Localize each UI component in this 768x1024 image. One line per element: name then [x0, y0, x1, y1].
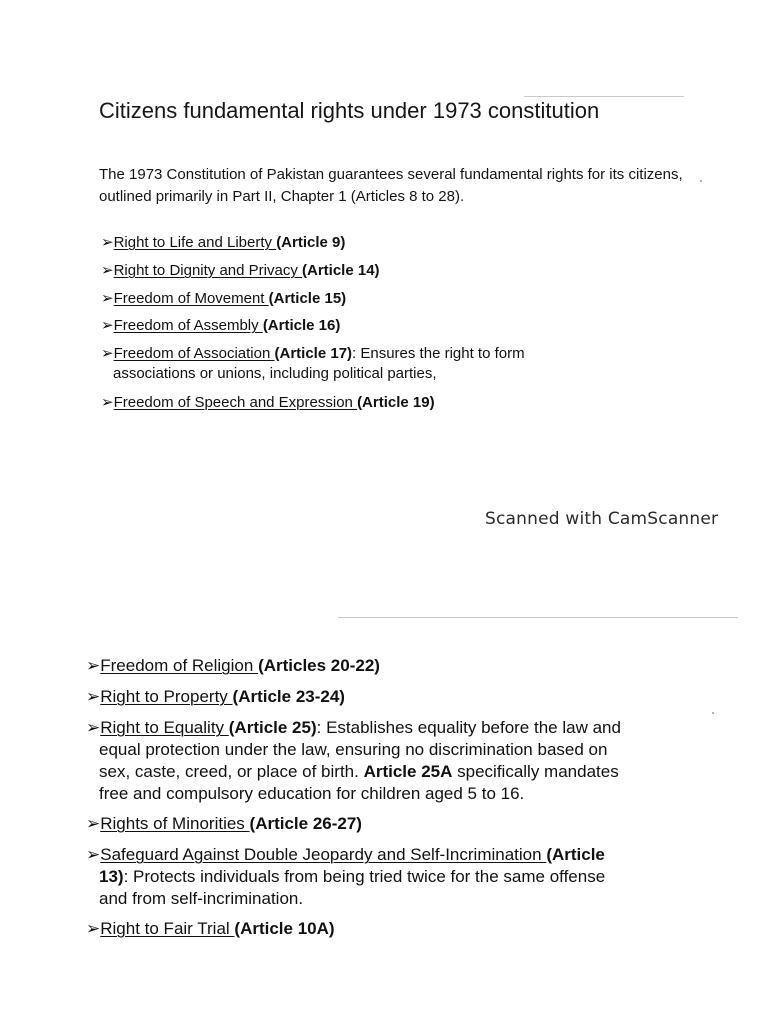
- list-item: [101, 233, 345, 253]
- arrow-bullet-icon: ➢: [101, 290, 114, 307]
- list-item: [86, 918, 335, 940]
- right-name-link[interactable]: Safeguard Against Double Jeopardy and Self-Incrimination: [100, 845, 547, 864]
- right-description: : Establishes equality before the law and: [316, 718, 621, 737]
- list-item: [86, 813, 362, 835]
- article-ref: (Article 23-24): [232, 687, 345, 706]
- article-ref: 13): [99, 867, 124, 886]
- arrow-bullet-icon: ➢: [101, 345, 114, 362]
- article-ref: (Article 25): [228, 718, 317, 737]
- arrow-bullet-icon: ➢: [86, 814, 101, 833]
- right-name-link[interactable]: Right to Dignity and Privacy: [113, 262, 302, 279]
- right-name-link[interactable]: Freedom of Religion: [100, 656, 259, 675]
- article-ref: (Article 10A): [234, 919, 335, 938]
- description-text: sex, caste, creed, or place of birth.: [99, 762, 364, 781]
- list-item: [86, 686, 345, 708]
- right-description-continued: equal protection under the law, ensuring no discrimination based on: [99, 740, 608, 759]
- list-item: [86, 655, 380, 677]
- article-ref: (Article 15): [268, 290, 347, 307]
- article-ref: (Article 14): [302, 262, 380, 279]
- arrow-bullet-icon: ➢: [101, 317, 114, 334]
- right-name-link[interactable]: Right to Life and Liberty: [113, 234, 277, 251]
- description-text: : Protects individuals from being tried twice for the same offense: [123, 867, 606, 886]
- arrow-bullet-icon: ➢: [86, 687, 101, 706]
- arrow-bullet-icon: ➢: [86, 656, 101, 675]
- description-text: specifically mandates: [452, 762, 619, 781]
- article-ref: (Article 16): [262, 317, 341, 334]
- article-ref: (Article 19): [357, 394, 435, 411]
- right-description-continued: free and compulsory education for children aged 5 to 16.: [99, 784, 525, 803]
- right-description: : Ensures the right to form: [352, 345, 525, 362]
- right-name-link[interactable]: Freedom of Association: [113, 345, 275, 362]
- intro-paragraph: The 1973 Constitution of Pakistan guarantees several fundamental rights for its citizens, outlined primarily in Part II, Chapter 1 (Articles 8 to 28).: [99, 166, 683, 205]
- article-ref: (Article 26-27): [249, 814, 362, 833]
- arrow-bullet-icon: ➢: [86, 718, 101, 737]
- article-ref: (Article 9): [276, 234, 346, 251]
- list-item: [101, 393, 435, 413]
- list-item: [101, 316, 340, 336]
- right-name-link[interactable]: Right to Property: [100, 687, 233, 706]
- article-ref: (Article: [546, 845, 605, 864]
- article-ref: (Articles 20-22): [258, 656, 380, 675]
- right-name-link[interactable]: Freedom of Speech and Expression: [113, 394, 358, 411]
- right-name-link[interactable]: Right to Fair Trial: [100, 919, 235, 938]
- list-item: [101, 261, 380, 281]
- arrow-bullet-icon: ➢: [101, 394, 114, 411]
- article-25a-ref: Article 25A: [363, 762, 453, 781]
- arrow-bullet-icon: ➢: [101, 234, 114, 251]
- scan-speck: [712, 712, 714, 714]
- list-item: [101, 344, 525, 384]
- list-item: [86, 717, 621, 805]
- right-description-continued: [86, 866, 605, 888]
- right-name-link[interactable]: Rights of Minorities: [100, 814, 250, 833]
- list-item: [101, 289, 346, 309]
- right-name-link[interactable]: Freedom of Assembly: [113, 317, 263, 334]
- arrow-bullet-icon: ➢: [86, 845, 101, 864]
- camscanner-watermark: Scanned with CamScanner: [485, 509, 719, 529]
- right-name-link[interactable]: Freedom of Movement: [113, 290, 269, 307]
- right-description-continued: and from self-incrimination.: [99, 889, 304, 908]
- list-item: [86, 844, 605, 910]
- right-description-continued: associations or unions, including political parties,: [113, 365, 437, 382]
- right-name-link[interactable]: Right to Equality: [100, 718, 229, 737]
- page-title: Citizens fundamental rights under 1973 constitution: [99, 98, 600, 123]
- right-description-continued: [86, 761, 621, 783]
- arrow-bullet-icon: ➢: [86, 919, 101, 938]
- arrow-bullet-icon: ➢: [101, 262, 114, 279]
- article-ref: (Article 17): [274, 345, 353, 362]
- scan-edge-line-bottom: [338, 617, 738, 618]
